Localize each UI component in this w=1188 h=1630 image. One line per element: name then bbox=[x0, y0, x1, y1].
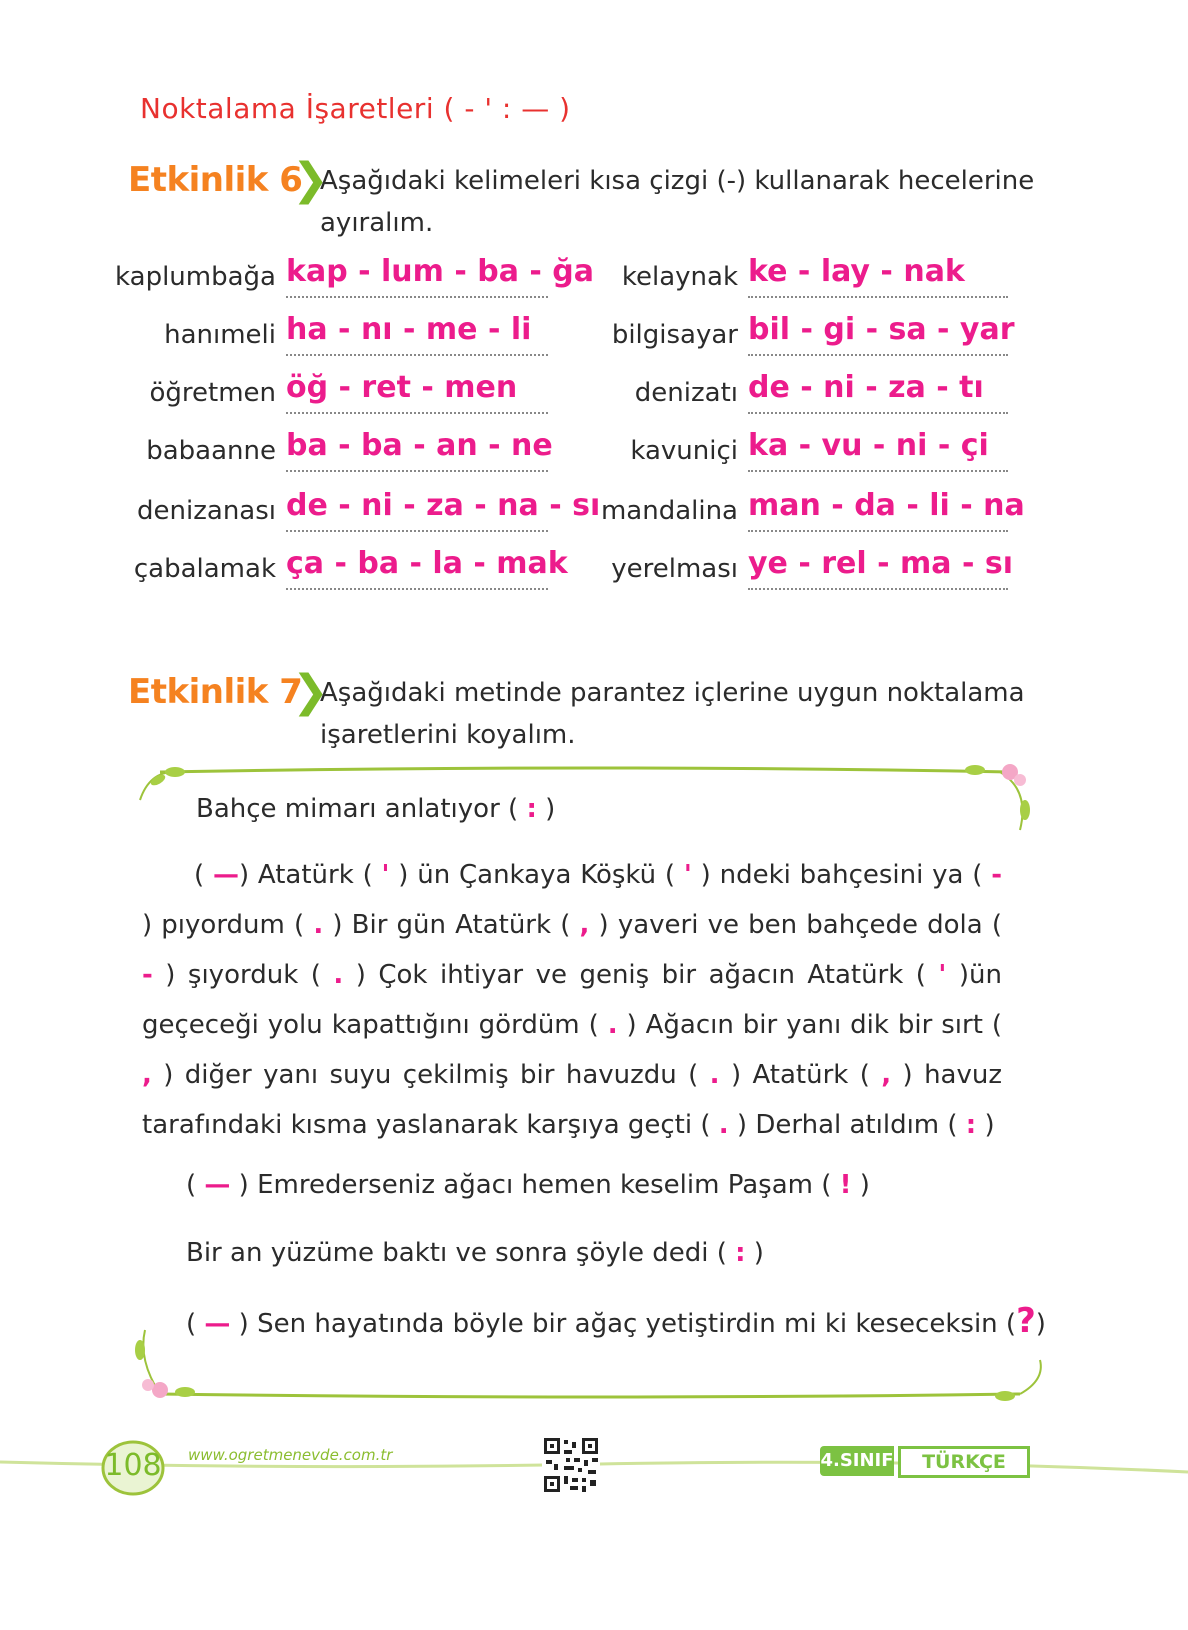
answer-mark: - bbox=[142, 960, 153, 990]
answer-mark: — bbox=[212, 860, 239, 890]
subject-badge: TÜRKÇE bbox=[898, 1446, 1030, 1478]
word-label: mandalina bbox=[600, 496, 738, 526]
answer-mark: , bbox=[579, 910, 590, 940]
word-label: kavuniçi bbox=[630, 436, 738, 466]
chevron-right-icon: ❯ bbox=[292, 666, 329, 717]
section-title: Noktalama İşaretleri ( - ' : — ) bbox=[140, 92, 571, 125]
answer-mark: ? bbox=[1016, 1301, 1036, 1341]
word-label: hanımeli bbox=[164, 320, 276, 350]
word-label: kaplumbağa bbox=[115, 262, 276, 292]
text-paragraph-main: ( —) Atatürk ( ' ) ün Çankaya Köşkü ( ' ) ndeki bahçesini ya ( - ) pıyordum ( . ) Bir gün Atatürk ( , ) yaveri ve ben bahçede dola ( - ) şıyorduk ( . ) Çok ihtiyar ve geniş bir ağacın Atatürk ( ' )ün geçeceği yolu kapattığını gördüm ( . ) Ağacın bir yanı dik bir sırt ( , ) diğer yanı suyu çekilmiş bir havuzdu ( . ) Atatürk ( , ) havuz tarafındaki kısma yaslanarak karşıya geçti ( . ) Derhal atıldım ( : ) bbox=[142, 860, 1002, 1140]
answer-mark: . bbox=[333, 960, 344, 990]
chevron-right-icon: ❯ bbox=[292, 154, 329, 205]
answer-mark: : bbox=[526, 794, 537, 824]
grade-badge: 4.SINIF bbox=[820, 1446, 894, 1476]
answer-mark: — bbox=[204, 1309, 231, 1339]
answer-mark: - bbox=[991, 860, 1002, 890]
answer-mark: ' bbox=[683, 860, 692, 890]
text-line-dialogue-2: ( — ) Sen hayatında böyle bir ağaç yetiştirdin mi ki keseceksin (?) bbox=[186, 1301, 1046, 1341]
syllable-answer: ha - nı - me - li bbox=[286, 310, 548, 356]
answer-mark: . bbox=[709, 1060, 720, 1090]
answer-mark: . bbox=[313, 910, 324, 940]
website-link[interactable]: www.ogretmenevde.com.tr bbox=[188, 1446, 393, 1464]
syllable-answer: bil - gi - sa - yar bbox=[748, 310, 1008, 356]
activity6-label: Etkinlik 6 bbox=[128, 160, 303, 200]
answer-mark: , bbox=[881, 1060, 892, 1090]
answer-mark: , bbox=[142, 1060, 152, 1090]
word-label: öğretmen bbox=[149, 378, 276, 408]
syllable-answer: ça - ba - la - mak bbox=[286, 544, 548, 590]
text-line-intro: Bahçe mimarı anlatıyor ( : ) bbox=[196, 794, 556, 824]
qr-code-icon bbox=[542, 1436, 600, 1494]
answer-mark: ' bbox=[938, 960, 947, 990]
syllable-answer: ye - rel - ma - sı bbox=[748, 544, 1008, 590]
word-label: babaanne bbox=[146, 436, 276, 466]
word-label: kelaynak bbox=[621, 262, 738, 292]
answer-mark: . bbox=[718, 1110, 729, 1140]
syllable-answer: ka - vu - ni - çi bbox=[748, 426, 1008, 472]
answer-mark: : bbox=[735, 1238, 746, 1268]
page-number: 108 bbox=[104, 1448, 162, 1483]
activity6-instruction: Aşağıdaki kelimeleri kısa çizgi (-) kullanarak hecelerine ayıralım. bbox=[320, 166, 1035, 238]
answer-mark: ' bbox=[381, 860, 390, 890]
answer-mark: . bbox=[607, 1010, 618, 1040]
word-label: denizatı bbox=[634, 378, 738, 408]
word-label: çabalamak bbox=[133, 554, 276, 584]
text-line-narration: Bir an yüzüme baktı ve sonra şöyle dedi ( : ) bbox=[186, 1238, 764, 1268]
syllable-answer: man - da - li - na bbox=[748, 486, 1008, 532]
syllable-answer: ba - ba - an - ne bbox=[286, 426, 548, 472]
answer-mark: — bbox=[204, 1170, 231, 1200]
text-line-dialogue-1: ( — ) Emrederseniz ağacı hemen keselim Paşam ( ! ) bbox=[186, 1170, 870, 1200]
syllable-answer: de - ni - za - tı bbox=[748, 368, 1008, 414]
syllable-answer: ke - lay - nak bbox=[748, 252, 1008, 298]
activity7-label: Etkinlik 7 bbox=[128, 672, 303, 712]
syllable-answer: de - ni - za - na - sı bbox=[286, 486, 548, 532]
syllable-answer: öğ - ret - men bbox=[286, 368, 548, 414]
word-label: yerelması bbox=[611, 554, 738, 584]
answer-mark: ! bbox=[839, 1170, 852, 1200]
word-label: bilgisayar bbox=[611, 320, 738, 350]
activity7-instruction: Aşağıdaki metinde parantez içlerine uygun noktalama işaretlerini koyalım. bbox=[320, 678, 1025, 750]
word-label: denizanası bbox=[137, 496, 276, 526]
syllable-answer: kap - lum - ba - ğa bbox=[286, 252, 548, 298]
answer-mark: : bbox=[965, 1110, 977, 1140]
